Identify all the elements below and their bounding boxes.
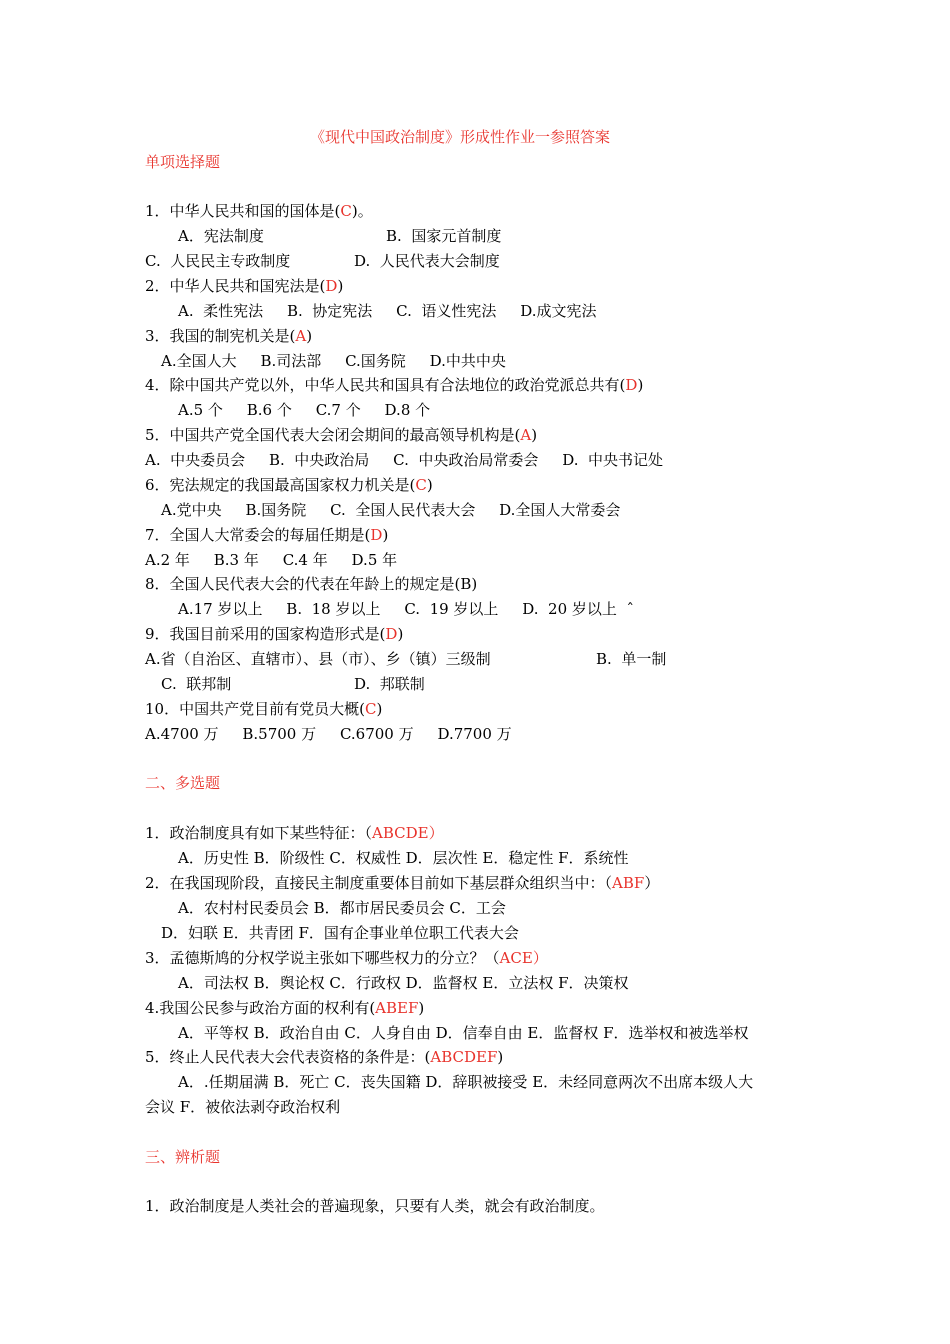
question-9 xyxy=(145,624,403,644)
section-heading-analysis: 三、辨析题 xyxy=(145,1148,221,1166)
question-stem: 2．中华人民共和国宪法是( xyxy=(145,277,326,295)
question-stem: 4．除中国共产党以外，中华人民共和国具有合法地位的政治党派总共有( xyxy=(145,376,626,394)
question-3 xyxy=(145,326,312,346)
question-stem: 5．中国共产党全国代表大会闭会期间的最高领导机构是( xyxy=(145,426,521,444)
question-7 xyxy=(145,525,388,545)
answer: ABCDE xyxy=(372,824,429,842)
analysis-question-1: 1．政治制度是人类社会的普遍现象，只要有人类，就会有政治制度。 xyxy=(145,1197,605,1215)
question-10 xyxy=(145,699,382,719)
option-a: A.省（自治区、直辖市）、县（市）、乡（镇）三级制 xyxy=(145,650,491,668)
options: A．司法权 B．舆论权 C．行政权 D．监督权 E．立法权 F．决策权 xyxy=(178,974,629,992)
option-b: B. 单一制 xyxy=(596,650,667,668)
option-d: D. 邦联制 xyxy=(354,675,425,693)
page-title: 《现代中国政治制度》形成性作业一参照答案 xyxy=(310,128,611,146)
question-6 xyxy=(145,475,433,495)
question-tail: )。 xyxy=(351,202,373,220)
question-5 xyxy=(145,425,537,445)
answer: ABEF xyxy=(375,999,419,1017)
question-stem: 3．我国的制宪机关是( xyxy=(145,327,296,345)
question-tail: ) xyxy=(397,625,404,643)
answer: D xyxy=(370,526,383,544)
answer: ABCDEF xyxy=(430,1048,498,1066)
options: A.5 个 B.6 个 C.7 个 D.8 个 xyxy=(178,401,431,419)
multi-question-3 xyxy=(145,948,548,968)
question-tail: ) xyxy=(497,1048,504,1066)
options: A.全国人大 B.司法部 C.国务院 D.中共中央 xyxy=(161,352,506,370)
answer: D xyxy=(325,277,338,295)
question-stem: 10．中国共产党目前有党员大概( xyxy=(145,700,365,718)
question-stem: 4.我国公民参与政治方面的权利有( xyxy=(145,999,376,1017)
multi-question-5 xyxy=(145,1047,503,1067)
question-stem: 6．宪法规定的我国最高国家权力机关是( xyxy=(145,476,416,494)
question-tail: ) xyxy=(337,277,344,295)
answer: ACE xyxy=(499,949,533,967)
options: A.2 年 B.3 年 C.4 年 D.5 年 xyxy=(145,551,398,569)
question-tail: ) xyxy=(637,376,644,394)
option-c: C. 人民民主专政制度 xyxy=(145,252,291,270)
question-stem: 3．孟德斯鸠的分权学说主张如下哪些权力的分立？（ xyxy=(145,949,500,967)
option-d: D. 人民代表大会制度 xyxy=(354,252,500,270)
answer: C xyxy=(415,476,427,494)
options: A．.任期届满 B．死亡 C．丧失国籍 D．辞职被接受 E．未经同意两次不出席本级人大 xyxy=(178,1073,754,1091)
options: A.4700 万 B.5700 万 C.6700 万 D.7700 万 xyxy=(145,725,512,743)
options: A.党中央 B.国务院 C. 全国人民代表大会 D.全国人大常委会 xyxy=(161,501,621,519)
question-stem: 5．终止人民代表大会代表资格的条件是：( xyxy=(145,1048,431,1066)
question-tail: ) xyxy=(382,526,389,544)
options: A．平等权 B．政治自由 C．人身自由 D．信奉自由 E．监督权 F．选举权和被选举权 xyxy=(178,1024,749,1042)
question-4 xyxy=(145,375,643,395)
question-tail: ) xyxy=(418,999,425,1017)
option-c: C. 联邦制 xyxy=(161,675,232,693)
question-stem: 2．在我国现阶段，直接民主制度重要体目前如下基层群众组织当中：（ xyxy=(145,874,613,892)
answer: D xyxy=(625,376,638,394)
question-stem: 1．政治制度具有如下某些特征：（ xyxy=(145,824,373,842)
options: A．农村村民委员会 B．都市居民委员会 C．工会 xyxy=(178,899,506,917)
answer: D xyxy=(385,625,398,643)
question-tail: ） xyxy=(428,824,444,842)
multi-question-4 xyxy=(145,998,424,1018)
options: D．妇联 E．共青团 F．国有企事业单位职工代表大会 xyxy=(161,924,519,942)
answer: ABF xyxy=(612,874,645,892)
option-a: A．宪法制度 xyxy=(178,227,264,245)
answer: A xyxy=(295,327,307,345)
question-stem: 9．我国目前采用的国家构造形式是( xyxy=(145,625,386,643)
options-continued: 会议 F．被依法剥夺政治权利 xyxy=(145,1098,341,1116)
section-heading-single-choice: 单项选择题 xyxy=(145,153,221,171)
question-tail: ) xyxy=(531,426,538,444)
options: A．历史性 B．阶级性 C．权威性 D．层次性 E．稳定性 F．系统性 xyxy=(178,849,629,867)
question-tail: ) xyxy=(376,700,383,718)
question-8: 8．全国人民代表大会的代表在年龄上的规定是(B) xyxy=(145,575,478,593)
question-tail: ) xyxy=(306,327,313,345)
question-2 xyxy=(145,276,343,296)
answer: A xyxy=(520,426,532,444)
option-b: B. 国家元首制度 xyxy=(386,227,502,245)
multi-question-2 xyxy=(145,873,659,893)
section-heading-multiple-choice: 二、多选题 xyxy=(145,774,221,792)
options: A.17 岁以上 B. 18 岁以上 C. 19 岁以上 D. 20 岁以上 ˆ xyxy=(178,600,634,618)
answer: C xyxy=(340,202,352,220)
options: A. 柔性宪法 B. 协定宪法 C. 语义性宪法 D.成文宪法 xyxy=(178,302,597,320)
multi-question-1 xyxy=(145,823,444,843)
question-stem: 7．全国人大常委会的每届任期是( xyxy=(145,526,371,544)
question-tail: ) xyxy=(426,476,433,494)
answer: C xyxy=(364,700,377,718)
question-tail: ） xyxy=(644,874,660,892)
options: A. 中央委员会 B. 中央政治局 C. 中央政治局常委会 D. 中央书记处 xyxy=(145,451,664,469)
question-1 xyxy=(145,201,373,221)
question-stem: 1．中华人民共和国的国体是( xyxy=(145,202,341,220)
question-tail: ） xyxy=(532,949,548,967)
